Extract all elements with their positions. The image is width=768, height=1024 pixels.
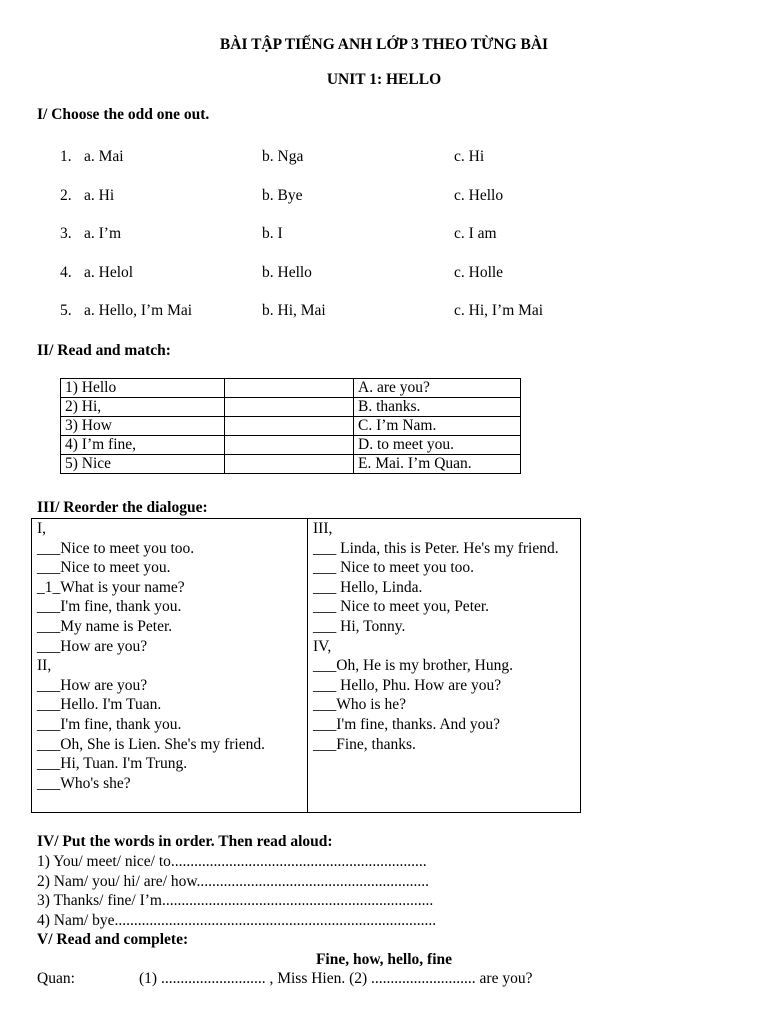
option-b: b. Hi, Mai: [262, 302, 326, 319]
option-c: c. I am: [454, 225, 497, 242]
section5-heading: V/ Read and complete:: [37, 931, 189, 948]
dialogue-line: ___ Hi, Tonny.: [313, 617, 406, 635]
table-row: [61, 436, 521, 455]
dialogue-line: IV,: [313, 637, 332, 655]
option-c: c. Holle: [454, 264, 504, 281]
match-left-cell: 1) Hello: [61, 379, 225, 398]
option-b: b. Bye: [262, 187, 303, 204]
match-left-cell: 2) Hi,: [61, 398, 225, 417]
dialogue-line: ___How are you?: [37, 637, 148, 655]
dialogue-line: ___Hi, Tuan. I'm Trung.: [37, 755, 188, 773]
dialogue-line: II,: [37, 657, 52, 675]
match-blank-cell[interactable]: [225, 417, 354, 436]
dialogue-line: ___Nice to meet you too.: [37, 539, 195, 557]
table-row: [61, 417, 521, 436]
option-c: c. Hello: [454, 187, 504, 204]
match-right-cell: C. I’m Nam.: [354, 417, 521, 436]
match-right-cell: D. to meet you.: [354, 436, 521, 455]
dialogue-line: ___How are you?: [37, 676, 148, 694]
list-item: 3) Thanks/ fine/ I’m......................................................................: [37, 892, 434, 909]
match-blank-cell[interactable]: [225, 436, 354, 455]
option-a: a. Hi: [84, 187, 115, 204]
dialogue-line: ___I'm fine, thanks. And you?: [313, 715, 501, 733]
option-b: b. Nga: [262, 148, 304, 165]
match-table: [60, 378, 521, 474]
option-c: c. Hi: [454, 148, 485, 165]
dialogue-line: ___Oh, She is Lien. She's my friend.: [37, 735, 265, 753]
dialogue-line: ___Who is he?: [313, 696, 406, 714]
option-a: a. Hello, I’m Mai: [84, 302, 193, 319]
section3-heading: III/ Reorder the dialogue:: [37, 499, 208, 516]
dialogue-line: ___Who's she?: [37, 774, 131, 792]
section2-heading: II/ Read and match:: [37, 342, 171, 359]
dialogue-line: ___ Hello, Phu. How are you?: [313, 676, 502, 694]
list-item: 1) You/ meet/ nice/ to..................................................................: [37, 853, 427, 870]
dialogue-line: I,: [37, 520, 47, 537]
dialogue-line: III,: [313, 520, 333, 537]
item-number: 5.: [60, 302, 72, 319]
match-blank-cell[interactable]: [225, 379, 354, 398]
list-item: 4) Nam/ bye...................................................................................: [37, 912, 437, 929]
match-blank-cell[interactable]: [225, 398, 354, 417]
dialogue-line: ___Nice to meet you.: [37, 559, 171, 577]
dialogue-right-column: [308, 519, 573, 812]
dialogue-line: ___My name is Peter.: [37, 617, 173, 635]
option-c: c. Hi, I’m Mai: [454, 302, 544, 319]
match-left-cell: 5) Nice: [61, 455, 225, 474]
item-number: 4.: [60, 264, 72, 281]
option-a: a. I’m: [84, 225, 122, 242]
match-left-cell: 3) How: [61, 417, 225, 436]
dialogue-line: ___Oh, He is my brother, Hung.: [313, 657, 513, 675]
item-number: 3.: [60, 225, 72, 242]
word-bank: Fine, how, hello, fine: [315, 951, 453, 968]
match-right-cell: A. are you?: [354, 379, 521, 398]
option-a: a. Mai: [84, 148, 124, 165]
dialogue-line: ___Fine, thanks.: [313, 735, 416, 753]
option-a: a. Helol: [84, 264, 134, 281]
speaker-label: Quan:: [37, 970, 75, 987]
fill-in-line: (1) ........................... , Miss Hien. (2) ........................... are you?: [139, 970, 533, 987]
match-blank-cell[interactable]: [225, 455, 354, 474]
dialogue-left-column: [32, 519, 308, 812]
table-row: [61, 398, 521, 417]
dialogue-line: ___I'm fine, thank you.: [37, 715, 182, 733]
page-title: BÀI TẬP TIẾNG ANH LỚP 3 THEO TỪNG BÀI: [219, 36, 549, 53]
dialogue-line: ___I'm fine, thank you.: [37, 598, 182, 616]
section1-heading: I/ Choose the odd one out.: [37, 106, 210, 123]
dialogue-line: ___ Linda, this is Peter. He's my friend.: [313, 539, 559, 557]
match-left-cell: 4) I’m fine,: [61, 436, 225, 455]
item-number: 1.: [60, 148, 72, 165]
dialogue-table: [31, 518, 581, 813]
unit-title: UNIT 1: HELLO: [326, 71, 442, 88]
item-number: 2.: [60, 187, 72, 204]
dialogue-line: ___Hello. I'm Tuan.: [37, 696, 162, 714]
section4-heading: IV/ Put the words in order. Then read aloud:: [37, 833, 333, 850]
list-item: 2) Nam/ you/ hi/ are/ how............................................................: [37, 873, 430, 890]
dialogue-line: _1_What is your name?: [37, 578, 185, 596]
dialogue-line: ___ Hello, Linda.: [313, 578, 423, 596]
dialogue-line: ___ Nice to meet you too.: [313, 559, 474, 577]
match-right-cell: E. Mai. I’m Quan.: [354, 455, 521, 474]
dialogue-line: ___ Nice to meet you, Peter.: [313, 598, 490, 616]
option-b: b. I: [262, 225, 283, 242]
table-row: [61, 455, 521, 474]
match-right-cell: B. thanks.: [354, 398, 521, 417]
option-b: b. Hello: [262, 264, 312, 281]
table-row: [61, 379, 521, 398]
